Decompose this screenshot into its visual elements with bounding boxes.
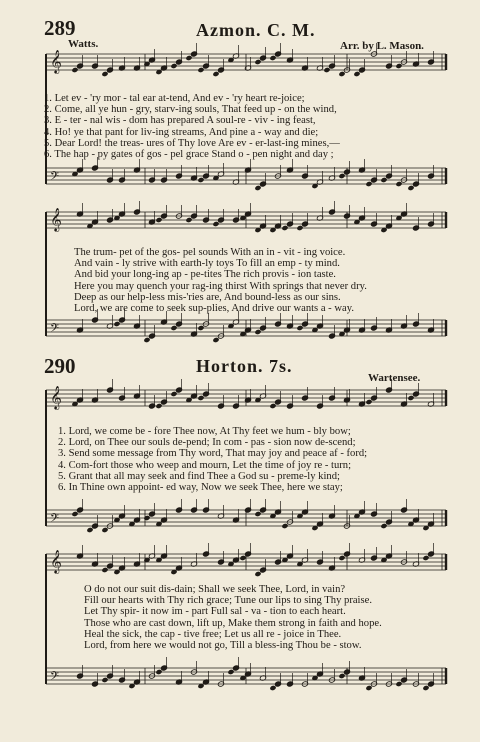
music-system-1 (44, 48, 448, 198)
lyric-line: 3. E - ter - nal wis - dom has prepared A soul-re - viv - ing feast, (44, 115, 316, 127)
music-system-3 (44, 384, 448, 540)
lyric-line: Lord, from here we would not go, Till a bless-ing Thou be - stow. (84, 640, 362, 652)
lyric-line: 4. Ho! ye that pant for liv-ing streams, And pine a - way and die; (44, 126, 319, 138)
author-credit: Watts. (68, 38, 99, 50)
lyric-line: Those who are cast down, lift up, Make them strong in faith and hope. (84, 617, 382, 629)
lyric-line: 6. The hap - py gates of gos - pel grace Stand o - pen night and day ; (44, 149, 334, 161)
lyrics-block (44, 584, 480, 651)
staff-lines (46, 379, 446, 410)
lyric-line: 1. Let ev - 'ry mor - tal ear at-tend, And ev - 'ry heart re-joice; (44, 93, 305, 104)
treble-clef-icon: 𝄞 (50, 49, 62, 73)
hymn-number: 290 (44, 354, 76, 378)
music-system-2 (44, 206, 448, 350)
music-system-4 (44, 548, 448, 698)
lyric-line: Fill our hearts with Thy rich grace; Tune our lips to sing Thy praise. (84, 595, 372, 607)
lyric-line: And vain - ly strive with earth-ly toys To fill an emp - ty mind. (74, 258, 340, 270)
lyric-line: 3. Send some message from Thy word, That may joy and peace af - ford; (58, 448, 368, 460)
arranger-credit: Arr. by L. Mason. (340, 40, 424, 52)
bass-clef-icon: 𝄢 (50, 512, 60, 528)
lyric-line: Lord, we are come to seek sup-plies, And drive our wants a - way. (74, 303, 354, 315)
lyrics-block (44, 247, 478, 314)
lyric-line: The trum- pet of the gos- pel sounds With an in - vit - ing voice. (74, 247, 346, 258)
hymn-title: Horton. 7s. (196, 356, 293, 376)
lyric-line: O do not our suit dis-dain; Shall we seek Thee, Lord, in vain? (84, 584, 346, 595)
staff-lines (46, 499, 446, 533)
hymn-title: Azmon. C. M. (196, 20, 316, 40)
lyric-line: 2. Come, all ye hun - gry, starv-ing souls, That feed up - on the wind, (44, 104, 337, 116)
lyric-line: And bid your long-ing ap - pe-tites The rich provis - ion taste. (74, 269, 336, 281)
hymn-number: 289 (44, 16, 76, 40)
bass-clef-icon: 𝄢 (50, 670, 60, 686)
staff-lines (46, 657, 446, 691)
bass-clef-icon: 𝄢 (50, 170, 60, 186)
lyric-line: 5. Grant that all may seek and find Thee a God su - preme-ly kind; (58, 470, 340, 482)
lyric-line: Deep as our help-less mis-'ries are, And bound-less as our sins. (74, 291, 341, 303)
lyric-line: Heal the sick, the cap - tive free; Let us all re - joice in Thee. (84, 628, 342, 640)
lyric-line: Let Thy spir- it now im - part Full sal - va - tion to each heart. (84, 606, 346, 618)
lyric-line: Here you may quench your rag-ing thirst With springs that never dry. (74, 280, 367, 292)
treble-clef-icon: 𝄞 (50, 207, 62, 231)
bass-clef-icon: 𝄢 (50, 322, 60, 338)
treble-clef-icon: 𝄞 (50, 385, 62, 409)
staff-lines (46, 543, 446, 577)
staff-lines (46, 43, 446, 77)
lyric-line: 4. Com-fort those who weep and mourn, Let the time of joy re - turn; (58, 459, 352, 471)
composer-credit: Wartensee. (368, 372, 421, 384)
lyrics-block (44, 93, 448, 160)
staff-lines (46, 157, 446, 191)
lyric-line: 6. In Thine own appoint- ed way, Now we seek Thee, here we stay; (58, 482, 343, 494)
lyric-line: 5. Dear Lord! the treas- ures of Thy love Are ev - er-last-ing mines,— (44, 137, 340, 149)
lyric-line: 1. Lord, we come be - fore Thee now, At Thy feet we hum - bly bow; (58, 426, 351, 437)
lyric-line: 2. Lord, on Thee our souls de-pend; In com - pas - sion now de-scend; (58, 437, 356, 449)
treble-clef-icon: 𝄞 (50, 549, 62, 573)
staff-lines (46, 201, 446, 233)
lyrics-block (58, 426, 462, 493)
